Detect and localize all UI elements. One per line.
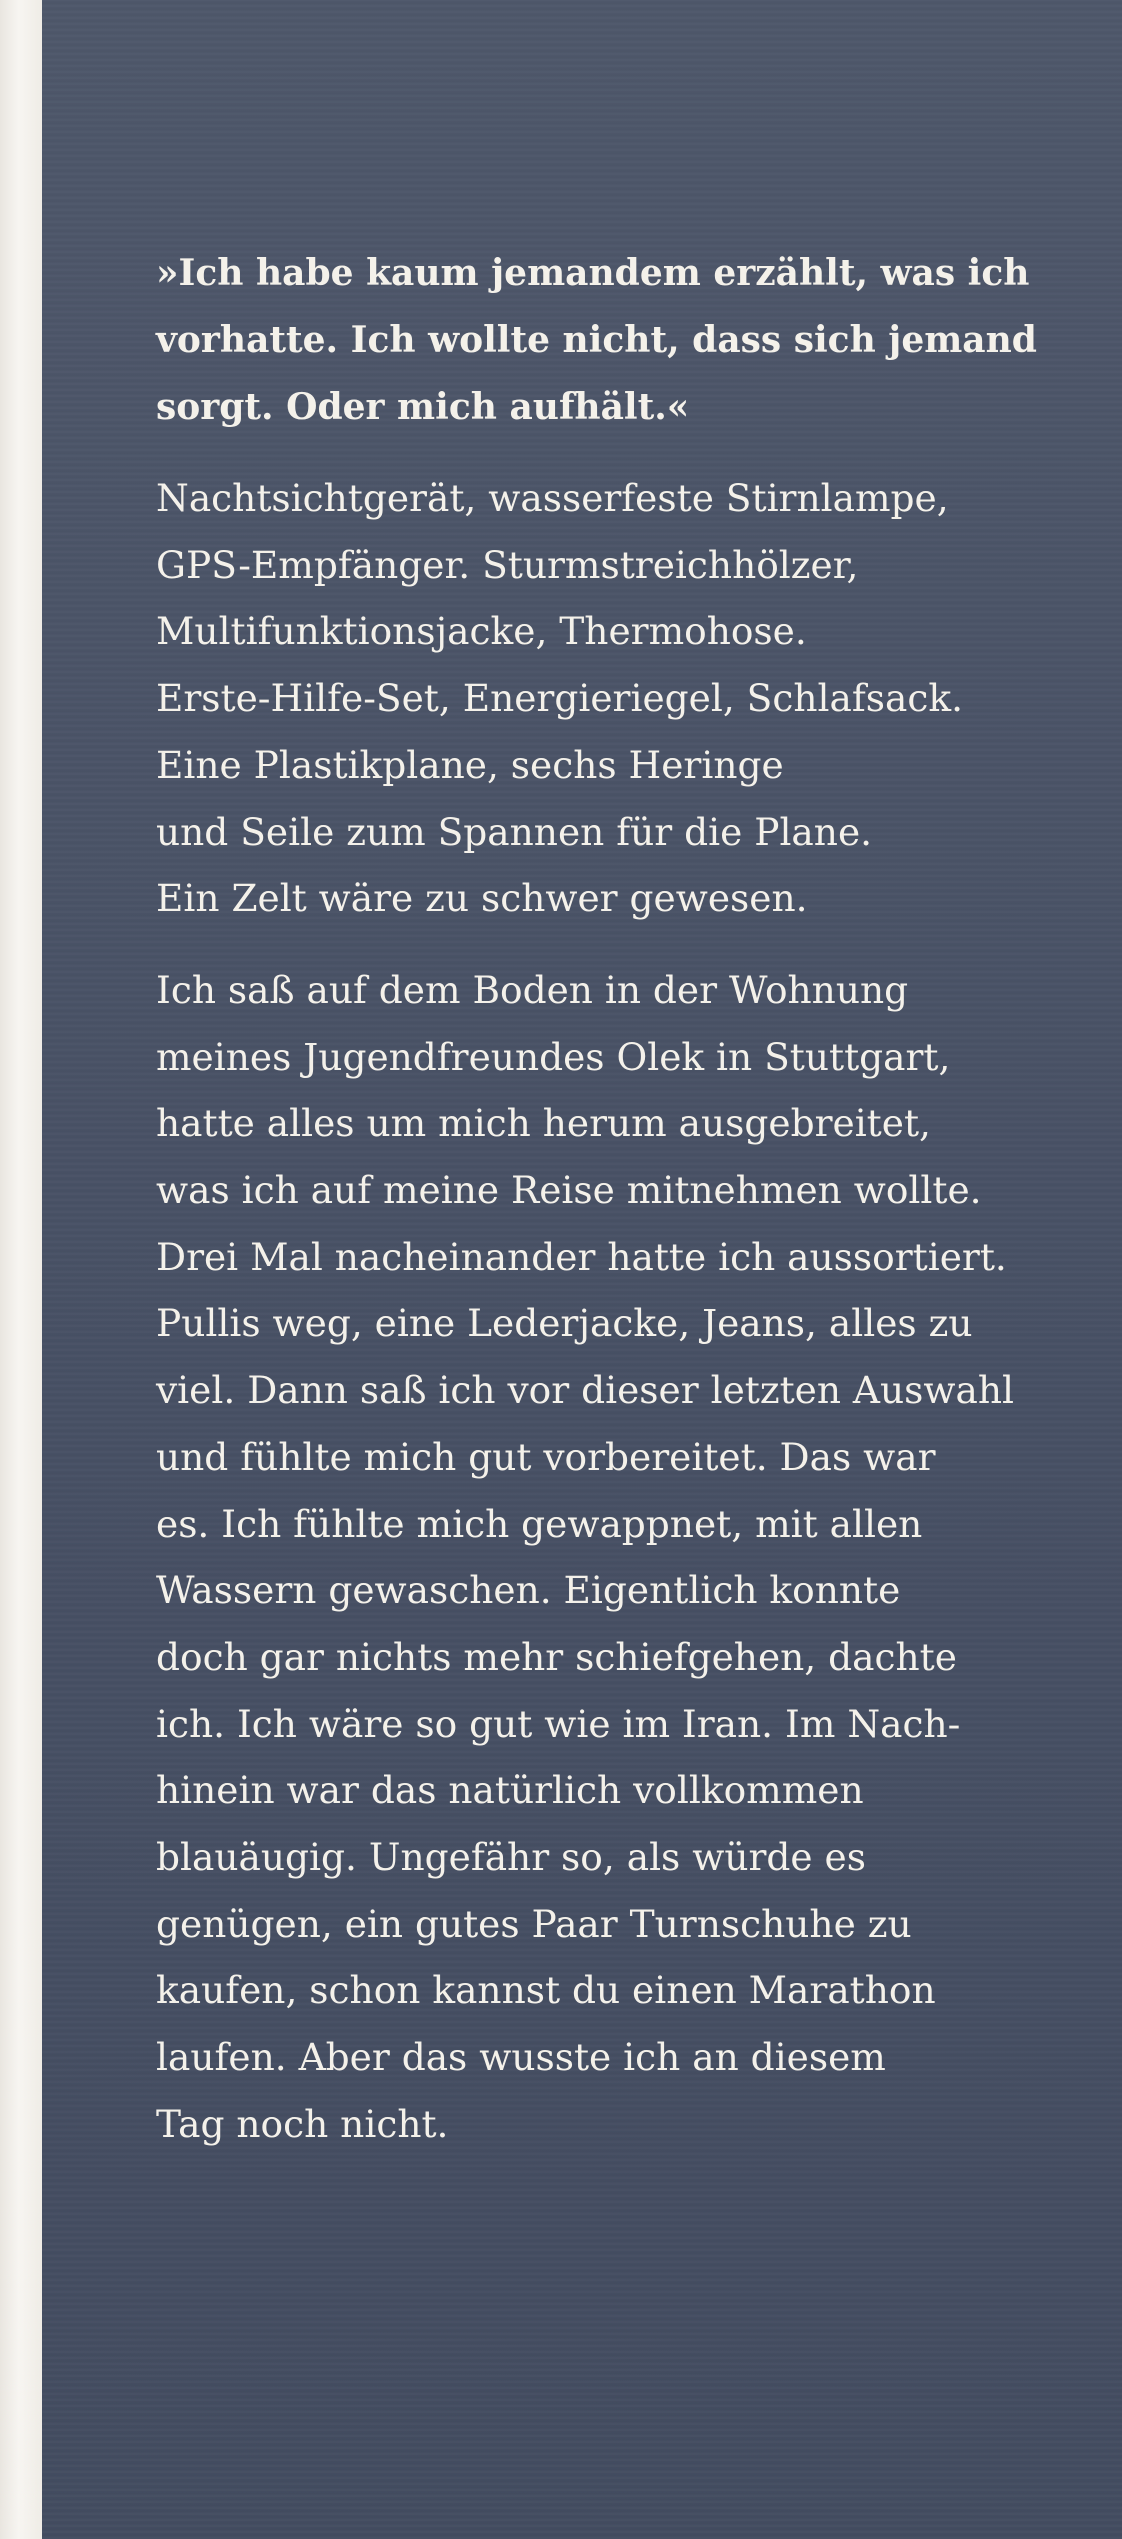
quote-line: »Ich habe kaum jemandem erzählt, was ich <box>156 252 1030 294</box>
paragraph-line: genügen, ein gutes Paar Turnschuhe zu <box>156 1901 912 1946</box>
paragraph-line: Drei Mal nacheinander hatte ich aussortiert. <box>156 1234 1007 1279</box>
equipment-paragraph <box>156 465 1056 932</box>
paragraph-line: Ich saß auf dem Boden in der Wohnung <box>156 967 909 1012</box>
paragraph-line: Eine Plastikplane, sechs Heringe <box>156 742 784 787</box>
cover-text <box>156 240 1056 2183</box>
paragraph-line: und fühlte mich gut vorbereitet. Das war <box>156 1434 936 1479</box>
paragraph-line: Multifunktionsjacke, Thermohose. <box>156 609 807 654</box>
paragraph-line: hatte alles um mich herum ausgebreitet, <box>156 1101 931 1146</box>
paragraph-line: kaufen, schon kannst du einen Marathon <box>156 1968 936 2013</box>
paragraph-line: und Seile zum Spannen für die Plane. <box>156 809 873 854</box>
paragraph-line: hinein war das natürlich vollkommen <box>156 1768 864 1813</box>
paragraph-line: es. Ich fühlte mich gewappnet, mit allen <box>156 1501 923 1546</box>
paragraph-line: blauäugig. Ungefähr so, als würde es <box>156 1835 866 1880</box>
intro-quote <box>156 240 1056 441</box>
paragraph-line: ich. Ich wäre so gut wie im Iran. Im Nach- <box>156 1701 961 1746</box>
paragraph-line: laufen. Aber das wusste ich an diesem <box>156 2035 886 2080</box>
paragraph-line: doch gar nichts mehr schiefgehen, dachte <box>156 1634 957 1679</box>
paragraph-line: Erste-Hilfe-Set, Energieriegel, Schlafsack. <box>156 676 964 721</box>
paragraph-line: viel. Dann saß ich vor dieser letzten Auswahl <box>156 1368 1014 1413</box>
paragraph-line: Pullis weg, eine Lederjacke, Jeans, alles zu <box>156 1301 973 1346</box>
paragraph-line: Nachtsichtgerät, wasserfeste Stirnlampe, <box>156 476 949 520</box>
paragraph-line: GPS-Empfänger. Sturmstreichhölzer, <box>156 542 859 587</box>
story-paragraph <box>156 957 1056 2158</box>
quote-line: vorhatte. Ich wollte nicht, dass sich jemand <box>156 319 1037 361</box>
paragraph-line: was ich auf meine Reise mitnehmen wollte. <box>156 1168 982 1213</box>
paragraph-line: Ein Zelt wäre zu schwer gewesen. <box>156 876 808 921</box>
paragraph-line: meines Jugendfreundes Olek in Stuttgart, <box>156 1034 951 1079</box>
quote-line: sorgt. Oder mich aufhält.« <box>156 386 690 428</box>
paragraph-line: Wassern gewaschen. Eigentlich konnte <box>156 1568 901 1613</box>
paragraph-line: Tag noch nicht. <box>156 2101 449 2146</box>
paper-edge-strip <box>0 0 42 2539</box>
